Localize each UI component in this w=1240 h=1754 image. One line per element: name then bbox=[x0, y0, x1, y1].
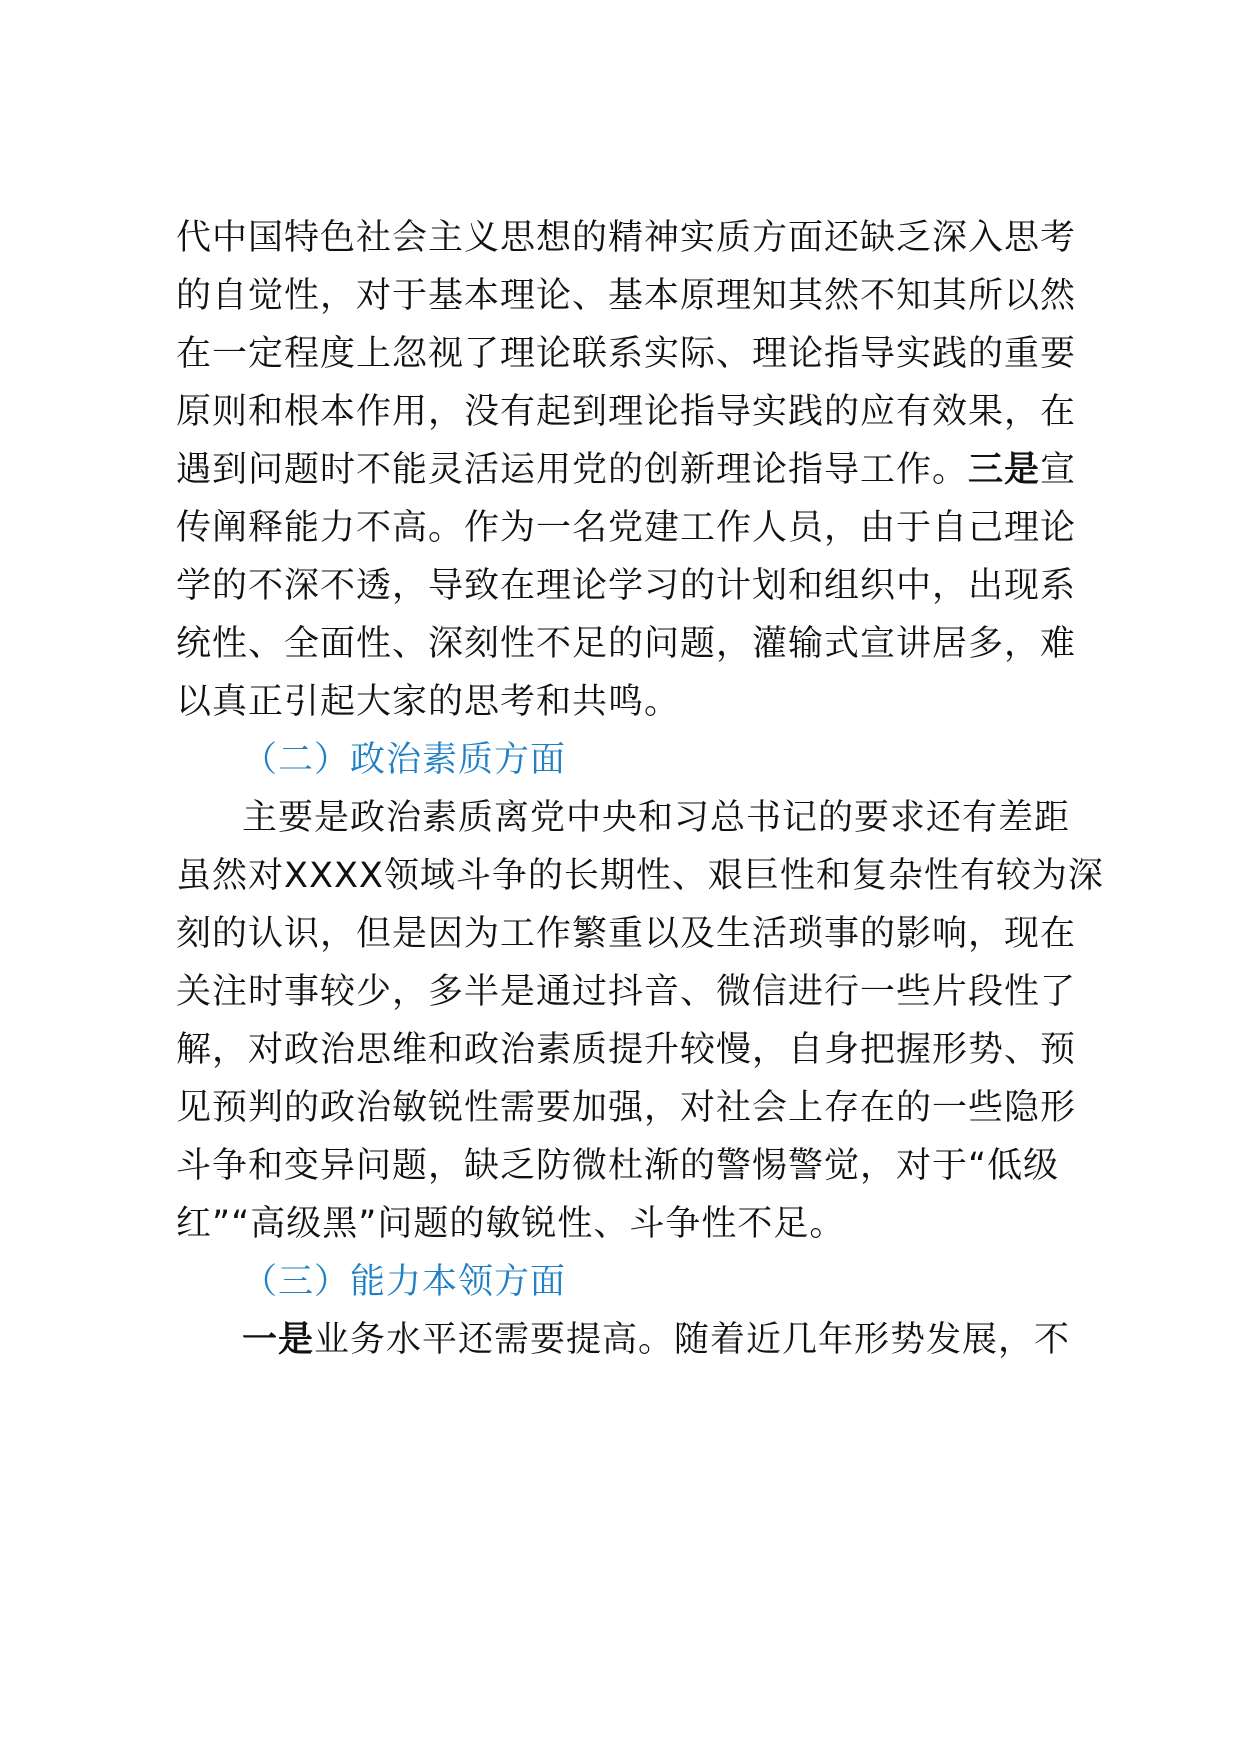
bold-marker: 一是 bbox=[242, 1320, 315, 1360]
paragraph-line: 以真正引起大家的思考和共鸣。 bbox=[176, 682, 681, 722]
paragraph-line: 原则和根本作用，没有起到理论指导实践的应有效果，在 bbox=[176, 392, 1077, 432]
paragraph-line: 主要是政治素质离党中央和习总书记的要求还有差距 bbox=[242, 798, 1071, 838]
paragraph-line bbox=[242, 1308, 1162, 1372]
paragraph-line: 传阐释能力不高。作为一名党建工作人员，由于自己理论 bbox=[176, 508, 1077, 548]
paragraph-line: 虽然对XXXX领域斗争的长期性、艰巨性和复杂性有较为深 bbox=[176, 856, 1104, 896]
paragraph-line: 解，对政治思维和政治素质提升较慢，自身把握形势、预 bbox=[176, 1030, 1077, 1070]
paragraph-line: 统性、全面性、深刻性不足的问题，灌输式宣讲居多，难 bbox=[176, 624, 1077, 664]
paragraph-line: 红”“高级黑”问题的敏锐性、斗争性不足。 bbox=[176, 1204, 846, 1244]
paragraph-line: 见预判的政治敏锐性需要加强，对社会上存在的一些隐形 bbox=[176, 1088, 1077, 1128]
paragraph-text: 遇到问题时不能灵活运用党的创新理论指导工作。 bbox=[176, 450, 969, 490]
paragraph-line: 关注时事较少，多半是通过抖音、微信进行一些片段性了 bbox=[176, 972, 1077, 1012]
paragraph-line: 刻的认识，但是因为工作繁重以及生活琐事的影响，现在 bbox=[176, 914, 1077, 954]
paragraph-text: 宣 bbox=[1040, 450, 1077, 490]
section-heading: （三）能力本领方面 bbox=[242, 1262, 567, 1302]
paragraph-line: 在一定程度上忽视了理论联系实际、理论指导实践的重要 bbox=[176, 334, 1077, 374]
paragraph-line: 学的不深不透，导致在理论学习的计划和组织中，出现系 bbox=[176, 566, 1077, 606]
paragraph-line: 斗争和变异问题，缺乏防微杜渐的警惕警觉，对于“低级 bbox=[176, 1146, 1060, 1186]
paragraph-line: 的自觉性，对于基本理论、基本原理知其然不知其所以然 bbox=[176, 276, 1077, 316]
paragraph-text: 业务水平还需要提高。随着近几年形势发展，不 bbox=[314, 1320, 1071, 1360]
section-heading: （二）政治素质方面 bbox=[242, 740, 567, 780]
paragraph-line: 代中国特色社会主义思想的精神实质方面还缺乏深入思考 bbox=[176, 218, 1077, 258]
paragraph-line bbox=[176, 438, 1096, 502]
bold-marker: 三是 bbox=[968, 450, 1041, 490]
